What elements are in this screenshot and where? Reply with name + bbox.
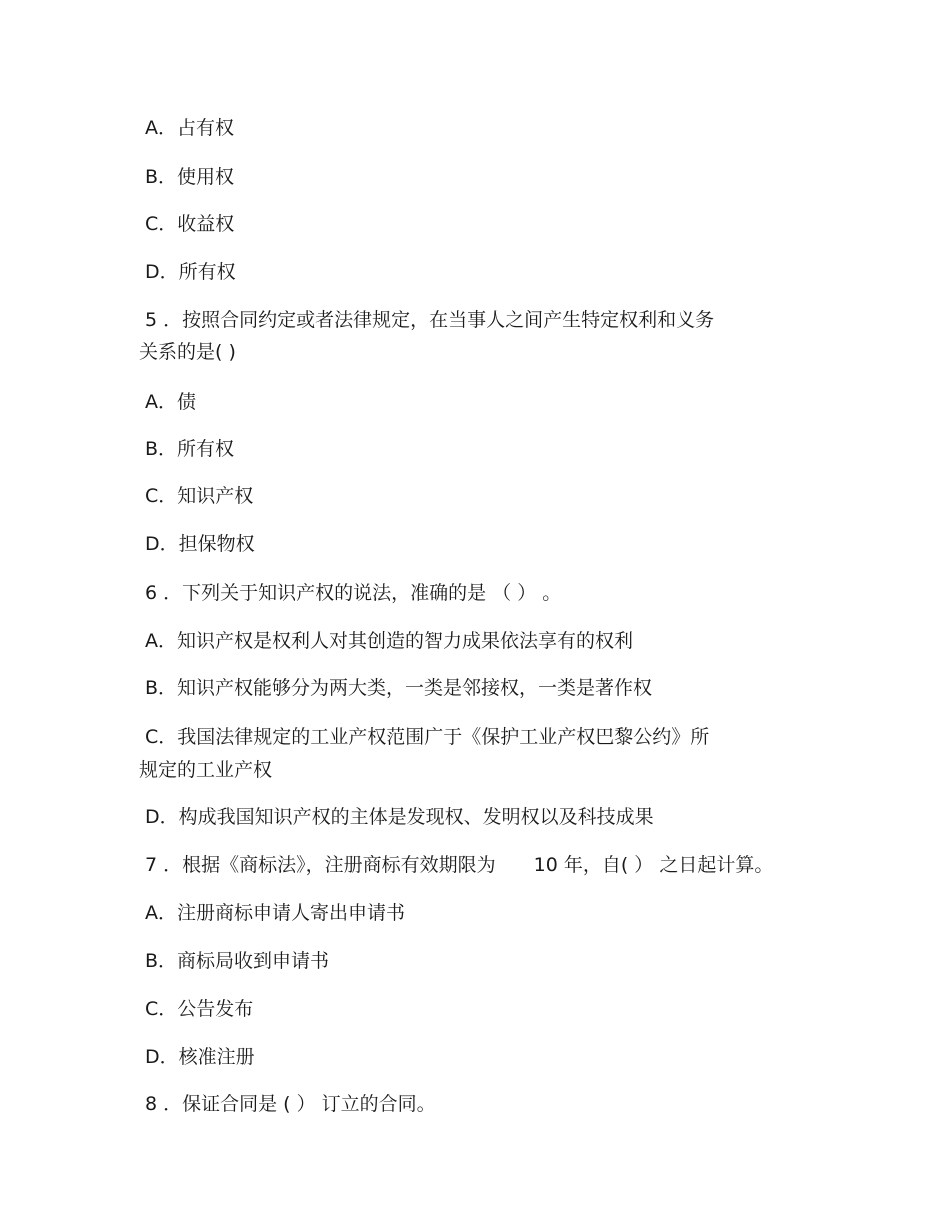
option-continuation: 规定的工业产权 — [139, 759, 273, 781]
option-line: C．知识产权 — [145, 485, 254, 507]
option-line: A．注册商标申请人寄出申请书 — [145, 902, 405, 924]
question-text: 7 ．根据《商标法》，注册商标有效期限为 — [145, 854, 496, 876]
option-line: A．占有权 — [145, 117, 234, 139]
question-line: 5 ．按照合同约定或者法律规定，在当事人之间产生特定权利和义务 — [145, 309, 715, 331]
question-line: 8 ．保证合同是 ( ） 订立的合同。 — [145, 1093, 436, 1115]
option-line: B．所有权 — [145, 438, 235, 460]
option-line: C．公告发布 — [145, 998, 254, 1020]
question-text-tail: 10 年，自( ） 之日起计算。 — [533, 854, 774, 876]
question-continuation: 关系的是( ) — [139, 341, 236, 363]
option-line: D．核准注册 — [145, 1046, 255, 1068]
option-line: B．使用权 — [145, 166, 235, 188]
option-line: C．我国法律规定的工业产权范围广于《保护工业产权巴黎公约》所 — [145, 726, 710, 748]
option-line: C．收益权 — [145, 213, 235, 235]
question-line — [145, 853, 773, 877]
option-line: D．构成我国知识产权的主体是发现权、发明权以及科技成果 — [145, 806, 654, 828]
option-line: A．债 — [145, 391, 196, 413]
option-line: A．知识产权是权利人对其创造的智力成果依法享有的权利 — [145, 630, 633, 652]
question-line: 6 ．下列关于知识产权的说法，准确的是 （ ） 。 — [145, 582, 562, 604]
option-line: D．担保物权 — [145, 533, 255, 555]
option-line: D．所有权 — [145, 261, 236, 283]
option-line: B．知识产权能够分为两大类，一类是邻接权，一类是著作权 — [145, 677, 653, 699]
option-line: B．商标局收到申请书 — [145, 950, 330, 972]
